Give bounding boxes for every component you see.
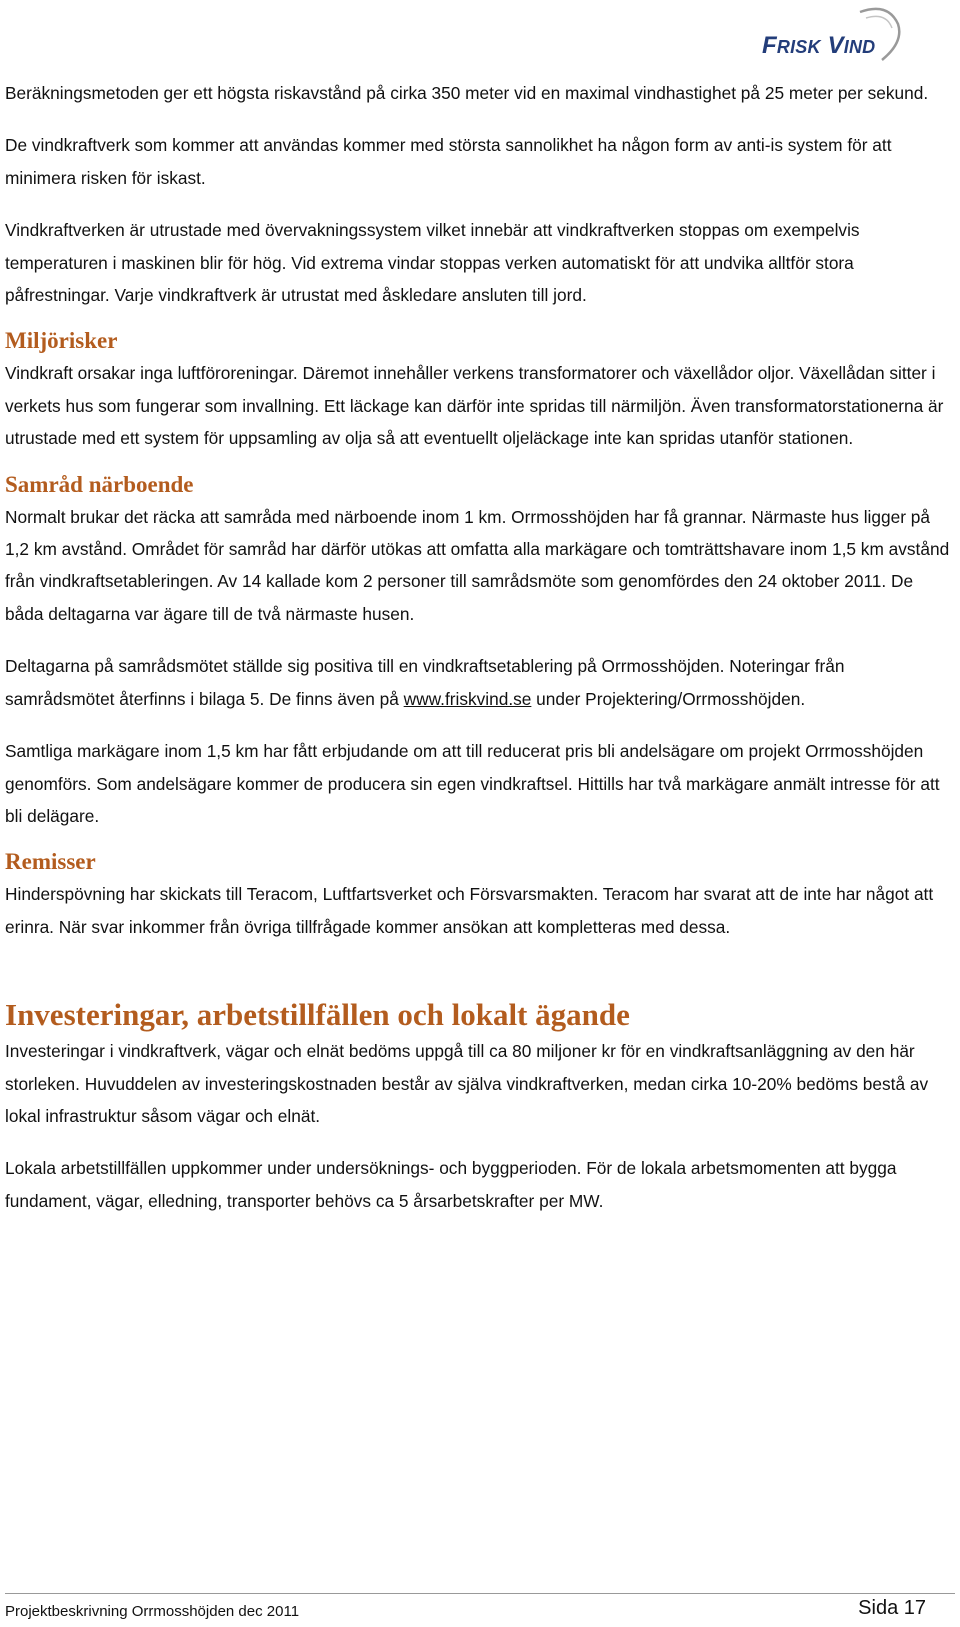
paragraph-samrad-3: Samtliga markägare inom 1,5 km har fått erbjudande om att till reducerat pris bli andelsägare om projekt Orrmosshöjden genomförs. Som andelsägare kommer de producera sin egen vindkraftsel. Hittills har två markägare anmält intresse för att bli delägare. bbox=[5, 741, 940, 826]
logo-letter-v: V bbox=[827, 32, 844, 59]
paragraph-monitoring: Vindkraftverken är utrustade med övervakningssystem vilket innebär att vindkraftverken stoppas om exempelvis temperaturen i maskinen blir för hög. Vid extrema vindar stoppas verken automatiskt för att undvika alltför stora påfrestningar. Varje vindkraftverk är utrustat med åskledare ansluten till jord. bbox=[5, 220, 860, 306]
paragraph-risk-distance: Beräkningsmetoden ger ett högsta riskavstånd på cirka 350 meter vid en maximal vindhastighet på 25 meter per sekund. bbox=[5, 83, 929, 103]
samrad-text-after-link: under Projektering/Orrmosshöjden. bbox=[531, 688, 806, 709]
heading-remisser: Remisser bbox=[5, 849, 96, 875]
heading-samrad: Samråd närboende bbox=[5, 471, 194, 497]
friskvind-link[interactable]: www.friskvind.se bbox=[403, 688, 532, 709]
paragraph-invest-2: Lokala arbetstillfällen uppkommer under undersöknings- och byggperioden. För de lokala arbetsmomenten att bygga fundament, vägar, elledning, transporter behövs ca 5 årsarbetskrafter per MW. bbox=[5, 1158, 897, 1211]
paragraph-samrad-1: Normalt brukar det räcka att samråda med närboende inom 1 km. Orrmosshöjden har få grannar. Närmaste hus ligger på 1,2 km avstånd. Området för samråd har därför utökas att omfatta alla markägare och tomträttshavare inom 1,5 km avstånd från vindkraftsetableringen. Av 14 kallade kom 2 personer till samrådsmöte som genomfördes den 24 oktober 2011. De båda deltagarna var ägare till de två närmaste husen. bbox=[5, 506, 950, 624]
frisk-vind-logo bbox=[748, 4, 918, 66]
paragraph-miljo: Vindkraft orsakar inga luftföroreningar. Däremot innehåller verkens transformatorer och växellådor oljor. Växellådan sitter i verkets hus som fungerar som invallning. Ett läckage kan därför inte spridas till närmiljön. Även transformatorstationerna är utrustade med ett system för uppsamling av olja så att eventuellt oljeläckage inte kan spridas utanför stationen. bbox=[5, 363, 944, 449]
footer-page-number: Sida 17 bbox=[858, 1597, 926, 1619]
paragraph-invest-1: Investeringar i vindkraftverk, vägar och elnät bedöms uppgå till ca 80 miljoner kr för en vindkraftsanläggning av den här storleken. Huvuddelen av investeringskostnaden består av själva vindkraftverken, medan cirka 10-20% bedöms bestå av lokal infrastruktur såsom vägar och elnät. bbox=[5, 1041, 929, 1126]
logo-letter-f: F bbox=[762, 32, 777, 59]
paragraph-samrad-2 bbox=[5, 650, 955, 715]
samrad-text-before-link: Deltagarna på samrådsmötet ställde sig positiva till en vindkraftsetablering på Orrmosshöjden. Noteringar från samrådsmötet återfinns i bilaga 5. De finns även på bbox=[5, 656, 845, 709]
footer-document-title: Projektbeskrivning Orrmosshöjden dec 2011 bbox=[5, 1603, 300, 1620]
heading-miljorisker: Miljörisker bbox=[5, 328, 118, 354]
footer-divider bbox=[5, 1593, 955, 1594]
paragraph-remisser: Hinderspövning har skickats till Teracom, Luftfartsverket och Försvarsmakten. Teracom har svarat att de inte har något att erinra. När svar inkommer från övriga tillfrågade kommer ansökan att kompletteras med dessa. bbox=[5, 884, 934, 937]
paragraph-anti-ice: De vindkraftverk som kommer att användas kommer med största sannolikhet ha någon form av anti-is system för att minimera risken för iskast. bbox=[5, 135, 892, 188]
document-body bbox=[5, 77, 955, 1217]
heading-investeringar: Investeringar, arbetstillfällen och lokalt ägande bbox=[5, 997, 630, 1033]
logo-wordmark bbox=[762, 32, 875, 60]
logo-word-risk: RISK bbox=[776, 37, 821, 57]
logo-word-ind: IND bbox=[843, 37, 876, 57]
